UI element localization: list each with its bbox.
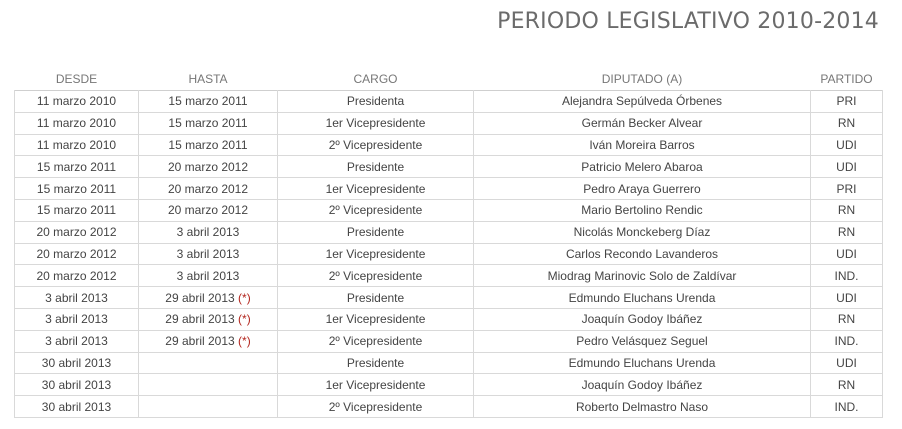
hasta-date: 15 marzo 2011 xyxy=(168,94,248,109)
cell-diputado: Alejandra Sepúlveda Órbenes xyxy=(474,91,811,113)
cell-cargo: 1er Vicepresidente xyxy=(278,112,474,134)
footnote-marker: (*) xyxy=(238,312,251,327)
hasta-date: 20 marzo 2012 xyxy=(167,159,249,174)
footnote-marker: (*) xyxy=(238,290,251,305)
cell-desde: 3 abril 2013 xyxy=(15,330,139,352)
table-row xyxy=(15,156,883,178)
cell-desde: 30 abril 2013 xyxy=(15,396,139,418)
cell-diputado: Edmundo Eluchans Urenda xyxy=(474,287,811,309)
column-header-partido: PARTIDO xyxy=(820,72,873,86)
cell-hasta xyxy=(139,287,278,309)
cell-cargo: Presidente xyxy=(278,221,474,243)
cell-desde: 11 marzo 2010 xyxy=(15,134,139,156)
cell-partido: RN xyxy=(811,199,883,221)
cell-hasta xyxy=(139,112,278,134)
table-row xyxy=(15,396,883,418)
footnote-marker: (*) xyxy=(238,334,251,349)
cell-hasta xyxy=(139,178,278,200)
column-header-desde: DESDE xyxy=(55,72,98,86)
hasta-date: 3 abril 2013 xyxy=(176,246,240,261)
cell-cargo: Presidente xyxy=(278,287,474,309)
cell-partido: UDI xyxy=(811,156,883,178)
cell-hasta xyxy=(139,330,278,352)
table-header-row xyxy=(15,68,883,91)
cell-hasta xyxy=(139,374,278,396)
cell-diputado: Edmundo Eluchans Urenda xyxy=(474,352,811,374)
cell-partido: IND. xyxy=(811,396,883,418)
cell-diputado: Patricio Melero Abaroa xyxy=(474,156,811,178)
cell-partido: RN xyxy=(811,112,883,134)
cell-desde: 11 marzo 2010 xyxy=(15,91,139,113)
hasta-date: 3 abril 2013 xyxy=(176,268,240,283)
table-row xyxy=(15,330,883,352)
column-header-hasta: HASTA xyxy=(188,72,228,86)
table-row xyxy=(15,287,883,309)
cell-desde: 20 marzo 2012 xyxy=(15,221,139,243)
mesa-directiva-table xyxy=(14,68,883,418)
cell-hasta xyxy=(139,265,278,287)
table-row xyxy=(15,91,883,113)
cell-desde: 15 marzo 2011 xyxy=(15,178,139,200)
cell-cargo: 2º Vicepresidente xyxy=(278,396,474,418)
hasta-date: 29 abril 2013 xyxy=(165,334,235,349)
table-row xyxy=(15,308,883,330)
cell-hasta xyxy=(139,221,278,243)
cell-hasta xyxy=(139,243,278,265)
cell-diputado: Joaquín Godoy Ibáñez xyxy=(474,308,811,330)
cell-diputado: Carlos Recondo Lavanderos xyxy=(474,243,811,265)
cell-cargo: 2º Vicepresidente xyxy=(278,265,474,287)
cell-desde: 15 marzo 2011 xyxy=(15,156,139,178)
cell-hasta xyxy=(139,396,278,418)
page-title: PERIODO LEGISLATIVO 2010-2014 xyxy=(497,9,879,34)
cell-diputado: Pedro Velásquez Seguel xyxy=(474,330,811,352)
cell-diputado: Miodrag Marinovic Solo de Zaldívar xyxy=(474,265,811,287)
cell-hasta xyxy=(139,156,278,178)
column-header-diputado: DIPUTADO (A) xyxy=(601,72,683,86)
cell-diputado: Pedro Araya Guerrero xyxy=(474,178,811,200)
cell-hasta xyxy=(139,199,278,221)
cell-partido: UDI xyxy=(811,287,883,309)
cell-partido: IND. xyxy=(811,265,883,287)
cell-diputado: Iván Moreira Barros xyxy=(474,134,811,156)
cell-diputado: Joaquín Godoy Ibáñez xyxy=(474,374,811,396)
cell-partido: PRI xyxy=(811,91,883,113)
cell-cargo: 2º Vicepresidente xyxy=(278,330,474,352)
column-header-cargo: CARGO xyxy=(353,72,398,86)
cell-diputado: Germán Becker Alvear xyxy=(474,112,811,134)
cell-diputado: Mario Bertolino Rendic xyxy=(474,199,811,221)
cell-cargo: Presidente xyxy=(278,352,474,374)
cell-partido: UDI xyxy=(811,134,883,156)
cell-hasta xyxy=(139,308,278,330)
table-row xyxy=(15,352,883,374)
hasta-date: 15 marzo 2011 xyxy=(168,116,248,131)
cell-cargo: 1er Vicepresidente xyxy=(278,243,474,265)
cell-cargo: 1er Vicepresidente xyxy=(278,374,474,396)
cell-cargo: 1er Vicepresidente xyxy=(278,308,474,330)
table-row xyxy=(15,199,883,221)
cell-desde: 20 marzo 2012 xyxy=(15,265,139,287)
cell-partido: RN xyxy=(811,308,883,330)
cell-partido: UDI xyxy=(811,352,883,374)
cell-partido: RN xyxy=(811,221,883,243)
cell-cargo: 2º Vicepresidente xyxy=(278,199,474,221)
cell-desde: 15 marzo 2011 xyxy=(15,199,139,221)
hasta-date: 20 marzo 2012 xyxy=(167,181,249,196)
cell-desde: 20 marzo 2012 xyxy=(15,243,139,265)
hasta-date: 29 abril 2013 xyxy=(165,312,235,327)
hasta-date: 15 marzo 2011 xyxy=(168,137,248,152)
table-row xyxy=(15,265,883,287)
cell-desde: 3 abril 2013 xyxy=(15,287,139,309)
cell-desde: 30 abril 2013 xyxy=(15,374,139,396)
hasta-date: 3 abril 2013 xyxy=(176,225,240,240)
table-row xyxy=(15,178,883,200)
cell-cargo: 2º Vicepresidente xyxy=(278,134,474,156)
cell-diputado: Nicolás Monckeberg Díaz xyxy=(474,221,811,243)
cell-desde: 3 abril 2013 xyxy=(15,308,139,330)
cell-partido: IND. xyxy=(811,330,883,352)
table-row xyxy=(15,112,883,134)
table-row xyxy=(15,374,883,396)
hasta-date: 29 abril 2013 xyxy=(165,290,235,305)
table-row xyxy=(15,134,883,156)
cell-cargo: Presidenta xyxy=(278,91,474,113)
cell-hasta xyxy=(139,134,278,156)
cell-partido: UDI xyxy=(811,243,883,265)
cell-hasta xyxy=(139,352,278,374)
cell-partido: RN xyxy=(811,374,883,396)
cell-hasta xyxy=(139,91,278,113)
cell-desde: 30 abril 2013 xyxy=(15,352,139,374)
table-row xyxy=(15,221,883,243)
cell-partido: PRI xyxy=(811,178,883,200)
hasta-date: 20 marzo 2012 xyxy=(167,203,249,218)
table-row xyxy=(15,243,883,265)
cell-cargo: 1er Vicepresidente xyxy=(278,178,474,200)
cell-desde: 11 marzo 2010 xyxy=(15,112,139,134)
cell-diputado: Roberto Delmastro Naso xyxy=(474,396,811,418)
cell-cargo: Presidente xyxy=(278,156,474,178)
